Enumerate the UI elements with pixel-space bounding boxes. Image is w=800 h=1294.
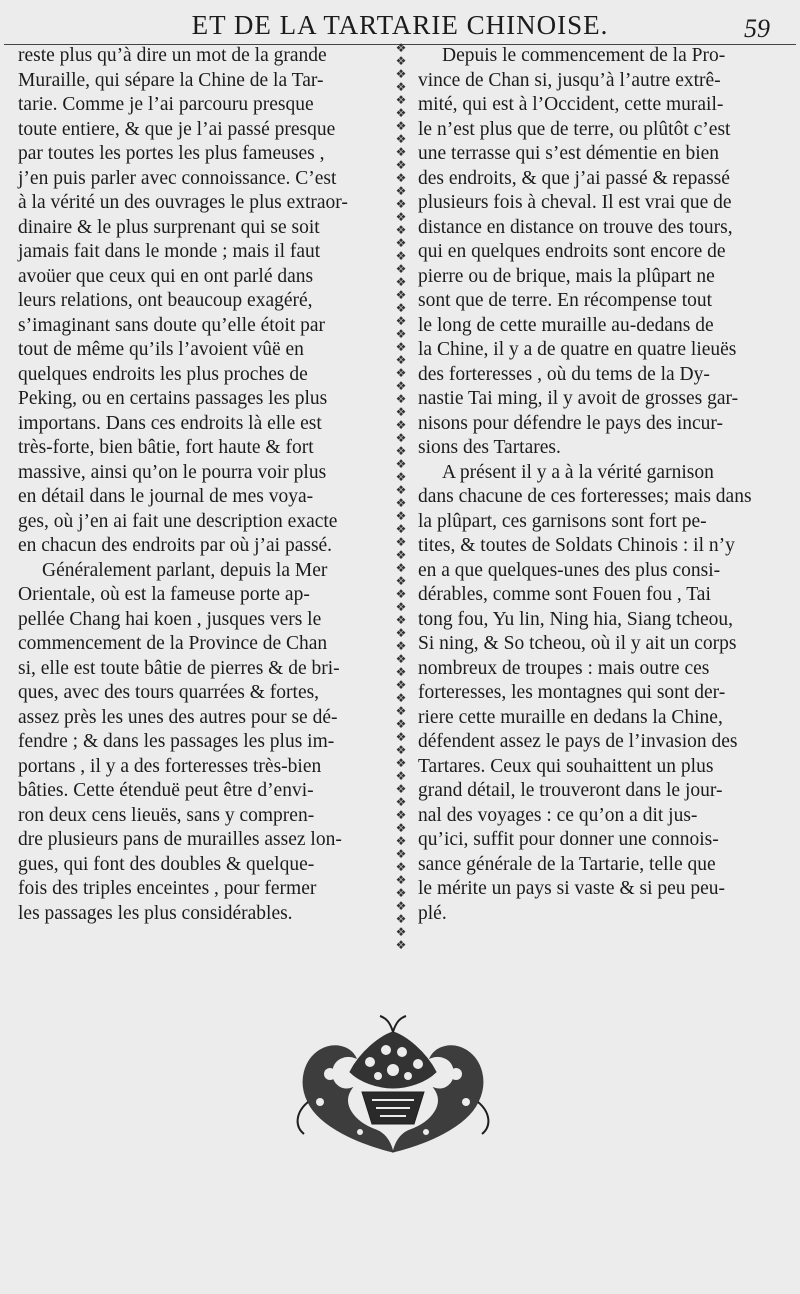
text-line: commencement de la Province de Chan bbox=[18, 633, 328, 654]
text-line: tong fou, Yu lin, Ning hia, Siang tcheou, bbox=[418, 608, 734, 630]
text-line: gues, qui font des doubles & quelque- bbox=[18, 853, 315, 875]
text-line: pierre ou de brique, mais la plûpart ne bbox=[418, 265, 715, 287]
text-line: avoüer que ceux qui en ont parlé dans bbox=[18, 265, 314, 287]
text-line: dinaire & le plus surprenant qui se soit bbox=[18, 216, 320, 238]
text-line: qu’ici, suffit pour donner une connois- bbox=[418, 829, 719, 850]
text-line: en détail dans le journal de mes voya- bbox=[18, 486, 314, 507]
text-line: qui en quelques endroits sont encore de bbox=[418, 241, 726, 262]
page-number: 59 bbox=[744, 14, 770, 43]
text-line: dérables, comme sont Fouen fou , Tai bbox=[418, 584, 711, 605]
text-line: bâties. Cette étenduë peut être d’envi- bbox=[18, 780, 314, 801]
text-line: à la vérité un des ouvrages le plus extraor- bbox=[18, 192, 348, 213]
text-line: défendent assez le pays de l’invasion des bbox=[418, 731, 738, 752]
text-line: sions des Tartares. bbox=[418, 437, 561, 458]
text-line: nisons pour défendre le pays des incur- bbox=[418, 412, 724, 434]
text-line: sont que de terre. En récompense tout bbox=[418, 290, 713, 311]
text-line: par toutes les portes les plus fameuses , bbox=[18, 143, 325, 164]
floral-basket-cul-de-lampe-icon bbox=[290, 1012, 496, 1162]
column-divider-ornament: ❖ ❖ ❖ ❖ ❖ ❖ ❖ ❖ ❖ ❖ ❖ ❖ ❖ ❖ ❖ ❖ ❖ ❖ ❖ ❖ ❖ ❖ ❖ ❖ ❖ ❖ ❖ ❖ ❖ ❖ ❖ ❖ ❖ ❖ ❖ ❖ ❖ ❖ ❖ ❖ ❖ ❖ ❖ ❖ ❖ ❖ ❖ ❖ ❖ ❖ ❖ ❖ ❖ ❖ ❖ ❖ ❖ ❖ ❖ ❖ ❖ ❖ ❖ ❖ ❖ ❖ ❖ ❖ ❖ ❖ bbox=[395, 42, 407, 952]
text-line: toute entiere, & que je l’ai passé presque bbox=[18, 118, 336, 140]
text-line: dre plusieurs pans de murailles assez lon- bbox=[18, 829, 342, 850]
text-line: Si ning, & So tcheou, où il y ait un corps bbox=[418, 633, 737, 654]
text-line: une terrasse qui s’est démentie en bien bbox=[418, 143, 720, 164]
text-line: jamais fait dans le monde ; mais il faut bbox=[18, 241, 321, 262]
left-column bbox=[18, 44, 388, 926]
text-line: j’en puis parler avec connoissance. C’est bbox=[18, 167, 337, 189]
text-line: forteresses, les montagnes qui sont der- bbox=[418, 682, 726, 703]
text-line: nombreux de troupes : mais outre ces bbox=[418, 657, 710, 679]
text-line: portans , il y a des forteresses très-bien bbox=[18, 755, 322, 777]
text-line: grand détail, le trouveront dans le jour- bbox=[418, 780, 723, 801]
text-line: Peking, ou en certains passages les plus bbox=[18, 388, 328, 409]
text-line: s’imaginant sans doute qu’elle étoit par bbox=[18, 314, 326, 336]
text-line: très-forte, bien bâtie, fort haute & fort bbox=[18, 437, 314, 458]
text-line: quelques endroits les plus proches de bbox=[18, 363, 308, 385]
text-line: plé. bbox=[418, 902, 447, 924]
text-line: ques, avec des tours quarrées & fortes, bbox=[18, 682, 320, 703]
right-column bbox=[418, 44, 780, 926]
running-head: ET DE LA TARTARIE CHINOISE. bbox=[191, 10, 609, 40]
text-line: Muraille, qui sépare la Chine de la Tar- bbox=[18, 69, 324, 91]
text-line: si, elle est toute bâtie de pierres & de bri- bbox=[18, 657, 340, 679]
text-line: le n’est plus que de terre, ou plûtôt c’est bbox=[418, 118, 731, 140]
text-line: fendre ; & dans les passages les plus im- bbox=[18, 731, 335, 752]
text-line: Depuis le commencement de la Pro- bbox=[442, 45, 726, 66]
text-line: la plûpart, ces garnisons sont fort pe- bbox=[418, 510, 707, 532]
text-line: riere cette muraille en dedans la Chine, bbox=[418, 706, 723, 728]
text-line: des endroits, & que j’ai passé & repassé bbox=[418, 167, 730, 189]
text-line: la Chine, il y a de quatre en quatre lieuës bbox=[418, 339, 737, 360]
text-line: dans chacune de ces forteresses; mais dans bbox=[418, 486, 752, 507]
text-line: assez près les unes des autres pour se dé- bbox=[18, 706, 338, 728]
text-line: en chacun des endroits par où j’ai passé. bbox=[18, 535, 333, 556]
text-line: fois des triples enceintes , pour fermer bbox=[18, 878, 317, 899]
text-line: nastie Tai ming, il y avoit de grosses gar- bbox=[418, 388, 739, 409]
text-line: tarie. Comme je l’ai parcouru presque bbox=[18, 94, 314, 115]
text-line: pellée Chang hai koen , jusques vers le bbox=[18, 608, 322, 630]
text-line: nal des voyages : ce qu’on a dit jus- bbox=[418, 804, 698, 826]
text-line: tout de même qu’ils l’avoient vûë en bbox=[18, 339, 304, 360]
text-line: leurs relations, ont beaucoup exagéré, bbox=[18, 290, 313, 311]
text-line: Orientale, où est la fameuse porte ap- bbox=[18, 584, 310, 605]
text-line: des forteresses , où du tems de la Dy- bbox=[418, 363, 710, 385]
text-line: Tartares. Ceux qui souhaittent un plus bbox=[418, 755, 714, 777]
text-line: ges, où j’en ai fait une description exacte bbox=[18, 510, 338, 532]
text-line: le long de cette muraille au-dedans de bbox=[418, 314, 714, 336]
text-line: mité, qui est à l’Occident, cette murail- bbox=[418, 94, 724, 115]
text-line: les passages les plus considérables. bbox=[18, 902, 293, 924]
text-line: A présent il y a à la vérité garnison bbox=[442, 461, 714, 483]
text-line: ron deux cens lieuës, sans y compren- bbox=[18, 804, 315, 826]
text-line: massive, ainsi qu’on le pourra voir plus bbox=[18, 461, 327, 483]
text-line: importans. Dans ces endroits là elle est bbox=[18, 412, 322, 434]
text-line: le mérite un pays si vaste & si peu peu- bbox=[418, 878, 726, 899]
text-line: Généralement parlant, depuis la Mer bbox=[42, 559, 328, 581]
text-line: en a que quelques-unes des plus consi- bbox=[418, 559, 721, 581]
text-line: distance en distance on trouve des tours, bbox=[418, 216, 733, 238]
text-line: reste plus qu’à dire un mot de la grande bbox=[18, 45, 327, 66]
page-header bbox=[0, 10, 800, 42]
text-line: tites, & toutes de Soldats Chinois : il n’y bbox=[418, 535, 735, 556]
text-line: sance générale de la Tartarie, telle que bbox=[418, 853, 716, 875]
text-line: plusieurs fois à cheval. Il est vrai que de bbox=[418, 192, 732, 213]
text-line: vince de Chan si, jusqu’à l’autre extrê- bbox=[418, 69, 721, 91]
